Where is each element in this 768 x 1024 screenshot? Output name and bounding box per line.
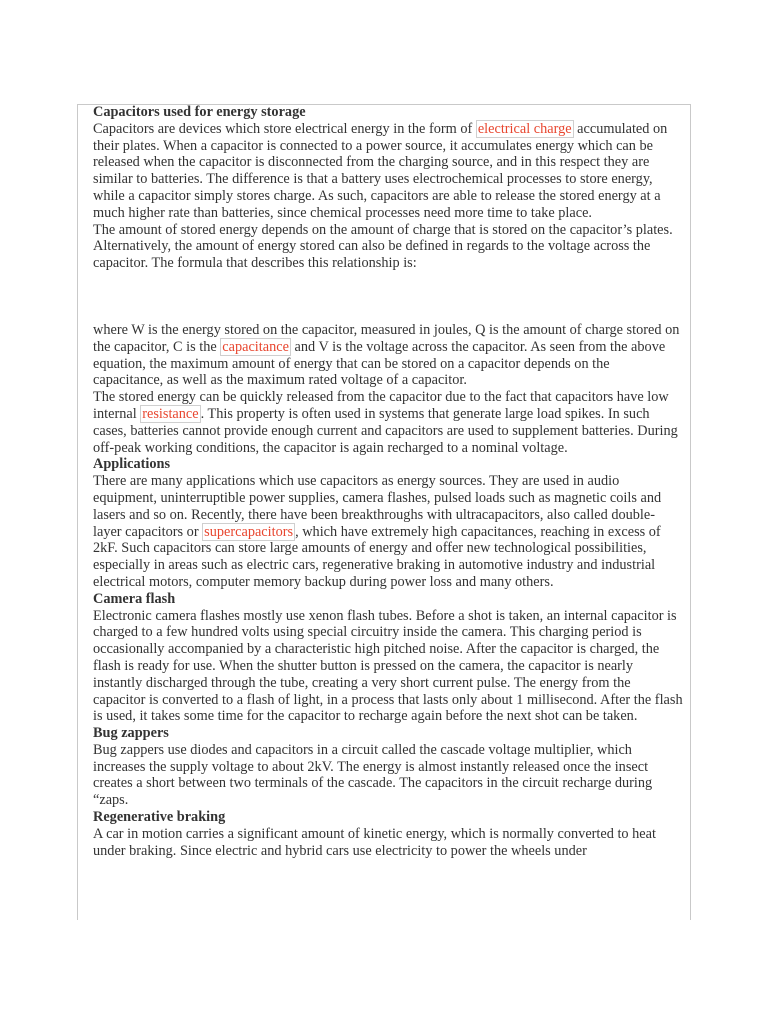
link-supercapacitors[interactable]: supercapacitors [204, 523, 294, 540]
link-electrical-charge[interactable]: electrical charge [477, 120, 572, 137]
paragraph-formula-explanation: where W is the energy stored on the capacitor, measured in joules, Q is the amount of charge stored on the capacitor, C is the capacitance and V is the voltage across the capacitor. As seen from the above equation, the maximum amount of energy that can be stored on a capacitor depends on the capacitance, as well as the maximum rated voltage of a capacitor. [93, 321, 680, 389]
paragraph-applications: There are many applications which use capacitors as energy sources. They are used in audio equipment, uninterruptible power supplies, camera flashes, pulsed loads such as magnetic coils and lasers and so on. Recently, there have been breakthroughs with ultracapacitors, also called double-layer capacitors or supercapacitors , which have extremely high capacitances, reaching in excess of 2kF. Such capacitors can store large amounts of energy and offer new technological possibilities, especially in areas such as electric cars, regenerative braking in automotive industry and industrial electrical motors, computer memory backup during power loss and many others. [93, 473, 662, 590]
link-resistance[interactable]: resistance [142, 405, 199, 422]
heading-regenerative-braking: Regenerative braking [93, 809, 226, 826]
doc-title: Capacitors used for energy storage [93, 104, 306, 120]
paragraph-bug-zappers: Bug zappers use diodes and capacitors in a circuit called the cascade voltage multiplier, which increases the supply voltage to about 2kV. The energy is almost instantly released once the insect creates a short between two terminals of the cascade. The capacitors in the circuit recharge during “zaps. [93, 741, 653, 809]
link-capacitance[interactable]: capacitance [222, 338, 289, 355]
paragraph-stored-energy: The amount of stored energy depends on the amount of charge that is stored on the capacitor’s plates. Alternatively, the amount of energy stored can also be defined in regards to the voltage across the capacitor. The formula that describes this relationship is: [93, 221, 673, 272]
paragraph-intro: Capacitors are devices which store electrical energy in the form of electrical charge accumulated on their plates. When a capacitor is connected to a power source, it accumulates energy which can be released when the capacitor is disconnected from the charging source, and in this respect they are similar to batteries. The difference is that a battery uses electrochemical processes to store energy, while a capacitor simply stores charge. As such, capacitors are able to release the stored energy at a much higher rate than batteries, since chemical processes need more time to take place. [93, 120, 668, 221]
paragraph-regenerative-braking: A car in motion carries a significant amount of kinetic energy, which is normally converted to heat under braking. Since electric and hybrid cars use electricity to power the wheels under [93, 825, 656, 859]
heading-bug-zappers: Bug zappers [93, 725, 169, 742]
heading-applications: Applications [93, 456, 171, 473]
formula-placeholder [93, 272, 683, 322]
heading-camera-flash: Camera flash [93, 590, 176, 607]
paragraph-camera-flash: Electronic camera flashes mostly use xenon flash tubes. Before a shot is taken, an internal capacitor is charged to a few hundred volts using special circuitry inside the camera. This charging period is occasionally accompanied by a characteristic high pitched noise. After the capacitor is charged, the flash is ready for use. When the shutter button is pressed on the camera, the capacitor is nearly instantly discharged through the tube, creating a very short current pulse. The energy from the capacitor is converted to a flash of light, in a process that lasts only about 1 millisecond. After the flash is used, it takes some time for the capacitor to recharge again before the next shot can be taken. [93, 607, 683, 725]
paragraph-release: The stored energy can be quickly released from the capacitor due to the fact that capacitors have low internal resistance . This property is often used in systems that generate large load spikes. In such cases, batteries cannot provide enough current and capacitors are used to supplement batteries. During off-peak working conditions, the capacitor is again recharged to a nominal voltage. [93, 389, 678, 456]
document-body [93, 104, 683, 920]
